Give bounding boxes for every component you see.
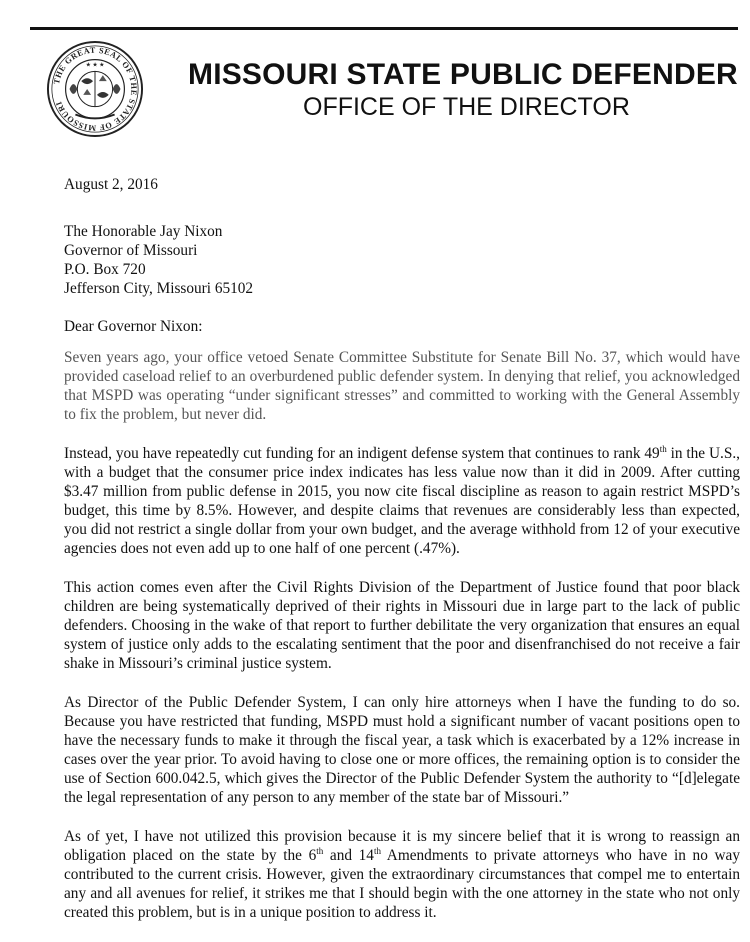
- salutation: Dear Governor Nixon:: [64, 318, 203, 335]
- address-line: Governor of Missouri: [64, 242, 198, 259]
- paragraph-3: This action comes even after the Civil Rights Division of the Department of Justice found that poor black children are being systematically deprived of their rights in Missouri due in large part to the lack of public defenders. Choosing in the wake of that report to further debilitate the very organization that ensures an equal system of justice only adds to the escalating sentiment that the poor and disenfranchised do not receive a fair shake in Missouri’s criminal justice system.: [64, 579, 740, 672]
- address-line: The Honorable Jay Nixon: [64, 223, 223, 240]
- letterhead-title: MISSOURI STATE PUBLIC DEFENDER: [188, 58, 738, 91]
- state-seal: [46, 40, 144, 138]
- address-line: P.O. Box 720: [64, 261, 146, 278]
- top-rule: [30, 27, 738, 30]
- paragraph-2: Instead, you have repeatedly cut funding for an indigent defense system that continues to rank 49th in the U.S., with a budget that the consumer price index indicates has less value now than it did in 2009. After cutting $3.47 million from public defense in 2015, you now cite fiscal discipline as reason to again restrict MSPD’s budget, this time by 8.5%. However, and despite claims that revenues are considerably less than expected, you did not restrict a single dollar from your own budget, and the average withhold from 12 of your executive agencies does not even add up to one half of one percent (.47%).: [64, 444, 740, 557]
- address-line: Jefferson City, Missouri 65102: [64, 280, 254, 297]
- svg-text:THE GREAT SEAL OF THE STATE OF: THE GREAT SEAL OF THE STATE OF MISSOURI: [52, 45, 139, 133]
- svg-text:★ ★ ★: ★ ★ ★: [85, 62, 105, 69]
- letter-date: August 2, 2016: [64, 176, 158, 193]
- paragraph-5: As of yet, I have not utilized this provision because it is my sincere belief that it is wrong to reassign an obligation placed on the state by the 6th and 14th Amendments to private attorneys who have in no way contributed to the current crisis. However, given the extraordinary circumstances that compel me to entertain any and all avenues for relief, it strikes me that I should begin with the one attorney in the state who not only created this problem, but is in a unique position to address it.: [64, 828, 740, 921]
- paragraph-1: Seven years ago, your office vetoed Senate Committee Substitute for Senate Bill No. 37, which would have provided caseload relief to an overburdened public defender system. In denying that relief, you acknowledged that MSPD was operating “under significant stresses” and committed to working with the General Assembly to fix the problem, but never did.: [64, 349, 740, 423]
- letterhead-subtitle: OFFICE OF THE DIRECTOR: [303, 93, 630, 121]
- paragraph-4: As Director of the Public Defender System, I can only hire attorneys when I have the funding to do so. Because you have restricted that funding, MSPD must hold a significant number of vacant positions open to have the necessary funds to make it through the fiscal year, a task which is exacerbated by a 12% increase in cases over the year prior. To avoid having to close one or more offices, the remaining option is to consider the use of Section 600.042.5, which gives the Director of the Public Defender System the authority to “[d]elegate the legal representation of any person to any member of the state bar of Missouri.”: [64, 694, 740, 806]
- recipient-address: [64, 222, 740, 298]
- letter-body: [64, 175, 740, 942]
